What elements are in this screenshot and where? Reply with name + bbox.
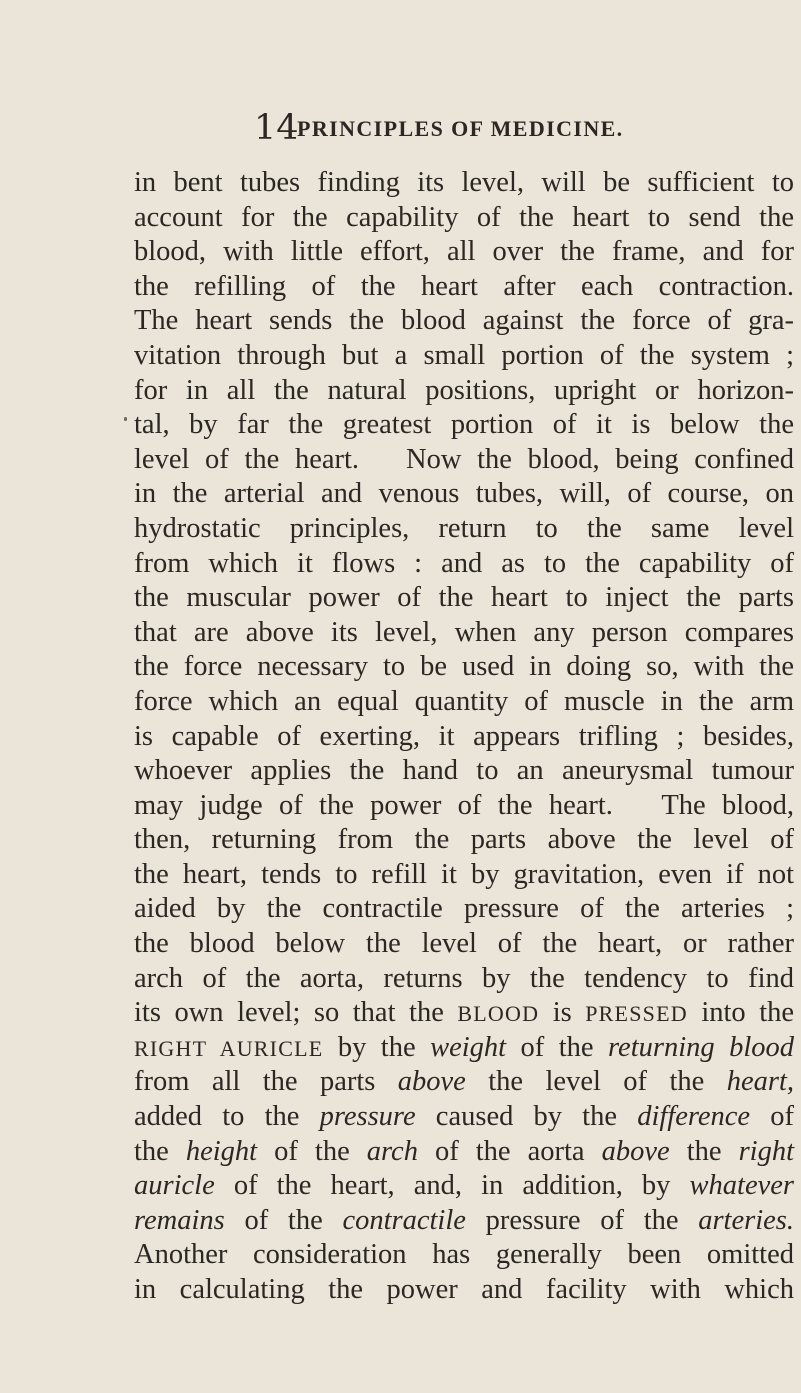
text-line — [134, 547, 794, 582]
text-segment: the force necessary to be used in doing so, with the — [134, 651, 794, 683]
text-line — [134, 962, 794, 997]
text-segment: vitation through but a small portion of the system ; — [134, 339, 794, 371]
text-segment: of the — [224, 1204, 343, 1236]
text-segment: returning blood — [608, 1031, 795, 1063]
paper-speck — [124, 417, 127, 421]
text-line — [134, 270, 794, 305]
text-segment: of — [750, 1101, 794, 1133]
text-segment: arch — [366, 1135, 418, 1167]
text-segment: heart, — [726, 1066, 794, 1098]
text-segment: contractile — [342, 1204, 466, 1236]
text-line — [134, 823, 794, 858]
text-segment: for in all the natural positions, upright or horizon- — [134, 374, 794, 406]
text-line — [134, 685, 794, 720]
text-line — [134, 1238, 794, 1273]
text-segment: whoever applies the hand to an aneurysmal tumour — [134, 755, 794, 787]
text-line — [134, 892, 794, 927]
text-line — [134, 1204, 794, 1239]
text-segment: hydrostatic principles, return to the same level — [134, 512, 794, 544]
text-line — [134, 581, 794, 616]
text-segment: BLOOD — [457, 1001, 540, 1027]
text-segment: into the — [687, 997, 795, 1029]
text-segment: the level of the — [465, 1066, 727, 1098]
text-segment: its own level; so that the — [134, 997, 458, 1029]
text-line — [134, 616, 794, 651]
text-segment: auricle — [134, 1170, 215, 1202]
text-segment: may judge of the power of the heart. The blood, — [134, 789, 794, 821]
text-line — [134, 235, 794, 270]
text-segment: whatever — [689, 1170, 794, 1202]
text-segment: of the heart, and, in addition, by — [214, 1170, 690, 1202]
text-segment: height — [185, 1135, 258, 1167]
text-line — [134, 1065, 794, 1100]
text-segment: the muscular power of the heart to inject the parts — [134, 582, 794, 614]
page-header — [0, 104, 801, 152]
text-segment: in the arterial and venous tubes, will, of course, on — [134, 478, 794, 510]
text-segment: from which it flows : and as to the capability of — [134, 547, 794, 579]
text-line — [134, 512, 794, 547]
text-line — [134, 996, 794, 1031]
text-line — [134, 927, 794, 962]
page-number: 14 — [254, 108, 299, 148]
text-segment: above — [601, 1135, 670, 1167]
text-segment: the — [669, 1135, 739, 1167]
text-segment: then, returning from the parts above the level of — [134, 824, 794, 856]
text-segment: the refilling of the heart after each contraction. — [134, 270, 794, 302]
text-line — [134, 1135, 794, 1170]
text-line — [134, 374, 794, 409]
text-segment: blood, with little effort, all over the frame, and for — [134, 236, 794, 268]
text-segment: pressure of the — [465, 1204, 699, 1236]
text-segment: the heart, tends to refill it by gravitation, even if not — [134, 858, 794, 890]
text-line — [134, 1100, 794, 1135]
text-line — [134, 304, 794, 339]
running-title: PRINCIPLES OF MEDICINE. — [297, 116, 624, 141]
text-segment: caused by the — [415, 1101, 638, 1133]
text-segment: of the — [257, 1135, 367, 1167]
text-segment: right — [738, 1135, 794, 1167]
text-segment: PRESSED — [585, 1001, 688, 1027]
text-line — [134, 1031, 794, 1066]
text-segment: force which an equal quantity of muscle in the arm — [134, 685, 794, 717]
text-segment: remains — [134, 1204, 225, 1236]
text-line — [134, 789, 794, 824]
text-line — [134, 477, 794, 512]
text-segment: aided by the contractile pressure of the arteries ; — [134, 893, 794, 925]
text-segment: of the aorta — [417, 1135, 602, 1167]
text-segment: of the — [506, 1031, 609, 1063]
text-segment: weight — [430, 1031, 507, 1063]
text-segment: in calculating the power and facility with which — [134, 1274, 794, 1305]
text-line — [134, 858, 794, 893]
text-segment: tal, by far the greatest portion of it is below the — [134, 409, 794, 441]
text-line — [134, 720, 794, 755]
text-line — [134, 1169, 794, 1204]
text-segment: added to the — [134, 1101, 320, 1133]
text-segment: level of the heart. Now the blood, being confined — [134, 443, 794, 475]
text-segment: difference — [637, 1101, 751, 1133]
text-segment: The heart sends the blood against the force of gra- — [134, 305, 794, 337]
text-segment: by the — [323, 1031, 431, 1063]
text-line — [134, 339, 794, 374]
text-line — [134, 201, 794, 236]
text-segment: above — [397, 1066, 466, 1098]
text-segment: pressure — [319, 1101, 416, 1133]
text-segment: is capable of exerting, it appears trifling ; besides, — [134, 720, 794, 752]
text-segment: is — [539, 997, 586, 1029]
text-segment: that are above its level, when any person compares — [134, 616, 794, 648]
body-text — [134, 166, 794, 1308]
text-segment: arteries. — [698, 1204, 795, 1236]
text-segment: the blood below the level of the heart, or rather — [134, 928, 794, 960]
text-line — [134, 1273, 794, 1308]
text-segment: account for the capability of the heart to send the — [134, 201, 794, 233]
text-segment: in bent tubes finding its level, will be sufficient to — [134, 167, 794, 198]
text-line — [134, 443, 794, 478]
text-segment: Another consideration has generally been omitted — [134, 1239, 794, 1271]
text-segment: from all the parts — [134, 1066, 398, 1098]
text-segment: arch of the aorta, returns by the tendency to find — [134, 962, 794, 994]
text-line — [134, 166, 794, 201]
text-line — [134, 408, 794, 443]
text-segment: the — [134, 1135, 186, 1167]
text-line — [134, 650, 794, 685]
text-segment: RIGHT AURICLE — [134, 1035, 324, 1061]
text-line — [134, 754, 794, 789]
